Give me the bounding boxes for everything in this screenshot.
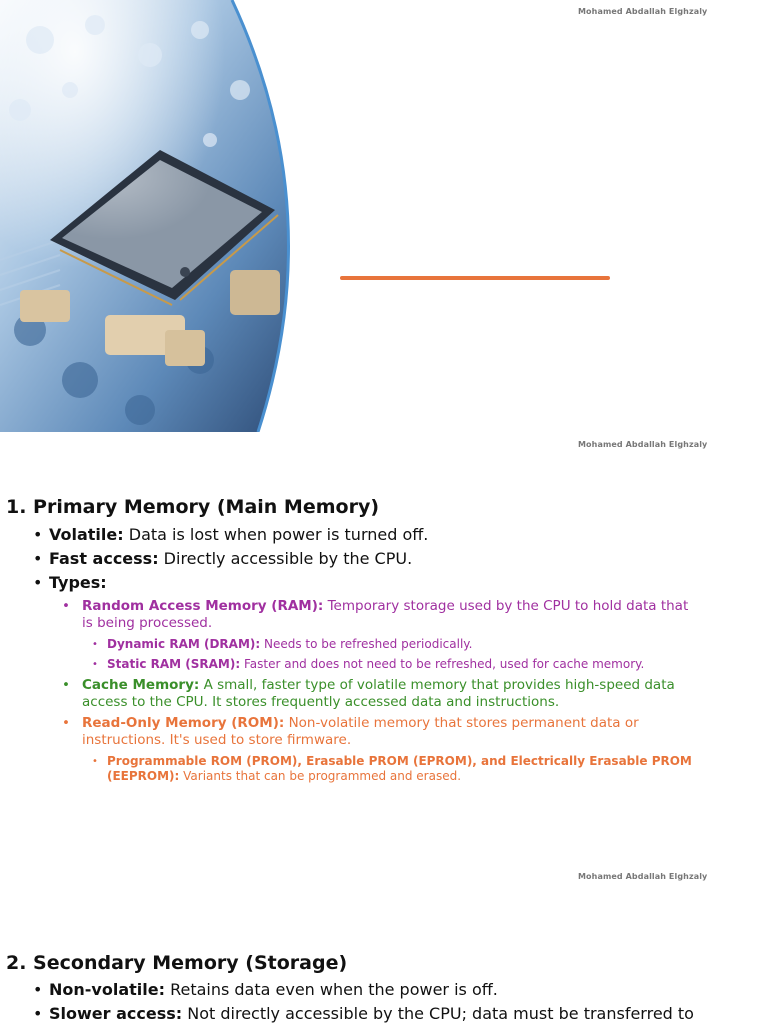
bullet-dot: • bbox=[33, 1004, 43, 1023]
bullet-dot: • bbox=[33, 573, 43, 592]
bullet-item bbox=[33, 549, 412, 568]
author-name: Mohamed Abdallah Elghzaly bbox=[578, 440, 708, 449]
bullet-label: Cache Memory: bbox=[82, 677, 200, 693]
bullet-label: Random Access Memory (RAM): bbox=[82, 598, 324, 614]
bullet-text: Not directly accessible by the CPU; data must be transferred to bbox=[182, 1004, 694, 1023]
circuit-chip-photo bbox=[0, 0, 300, 432]
bullet-label: Dynamic RAM (DRAM): bbox=[107, 637, 261, 651]
bullet-dot: • bbox=[33, 549, 43, 568]
sub-bullet-dram bbox=[92, 637, 692, 652]
bullet-label: Types: bbox=[49, 573, 107, 592]
bullet-label: Slower access: bbox=[49, 1004, 183, 1023]
sub-bullet-sram bbox=[92, 657, 692, 672]
bullet-text: Needs to be refreshed periodically. bbox=[260, 637, 473, 651]
bullet-text: Temporary storage used by the CPU to hold data that is being processed. bbox=[82, 598, 689, 631]
bullet-dot: • bbox=[33, 980, 43, 999]
author-name: Mohamed Abdallah Elghzaly bbox=[578, 872, 708, 881]
section-heading: 2. Secondary Memory (Storage) bbox=[6, 952, 348, 974]
bullet-dot: • bbox=[92, 659, 98, 670]
bullet-text: A small, faster type of volatile memory that provides high-speed data access to the CPU. It stores frequently accessed data and instructions. bbox=[82, 677, 675, 710]
bullet-dot: • bbox=[62, 598, 70, 614]
bullet-item bbox=[33, 1004, 694, 1023]
bullet-item bbox=[33, 573, 107, 592]
bullet-label: Programmable ROM (PROM), Erasable PROM (EPROM), and Electrically Erasable PROM (EEPROM): bbox=[107, 754, 692, 783]
bullet-label: Static RAM (SRAM): bbox=[107, 657, 241, 671]
bullet-dot: • bbox=[62, 677, 70, 693]
sub-bullet-cache bbox=[62, 677, 702, 711]
bullet-text: Faster and does not need to be refreshed, used for cache memory. bbox=[240, 657, 645, 671]
author-name: Mohamed Abdallah Elghzaly bbox=[578, 7, 708, 16]
bullet-text: Data is lost when power is turned off. bbox=[123, 525, 429, 544]
bullet-dot: • bbox=[92, 756, 98, 767]
bullet-label: Fast access: bbox=[49, 549, 159, 568]
title-underline bbox=[340, 276, 610, 280]
bullet-item bbox=[33, 525, 428, 544]
bullet-label: Read-Only Memory (ROM): bbox=[82, 715, 285, 731]
bullet-dot: • bbox=[62, 715, 70, 731]
bullet-text: Variants that can be programmed and erased. bbox=[179, 769, 462, 783]
section-heading: 1. Primary Memory (Main Memory) bbox=[6, 496, 380, 518]
bullet-label: Non-volatile: bbox=[49, 980, 165, 999]
bullet-text: Directly accessible by the CPU. bbox=[158, 549, 413, 568]
bullet-dot: • bbox=[33, 525, 43, 544]
bullet-item bbox=[33, 980, 498, 999]
bullet-text: Non-volatile memory that stores permanent data or instructions. It's used to store firmware. bbox=[82, 715, 639, 748]
bullet-dot: • bbox=[92, 639, 98, 650]
bullet-label: Volatile: bbox=[49, 525, 124, 544]
sub-bullet-ram bbox=[62, 598, 702, 632]
sub-bullet-rom bbox=[62, 715, 702, 749]
bullet-text: Retains data even when the power is off. bbox=[164, 980, 498, 999]
sub-bullet-prom bbox=[92, 754, 692, 784]
